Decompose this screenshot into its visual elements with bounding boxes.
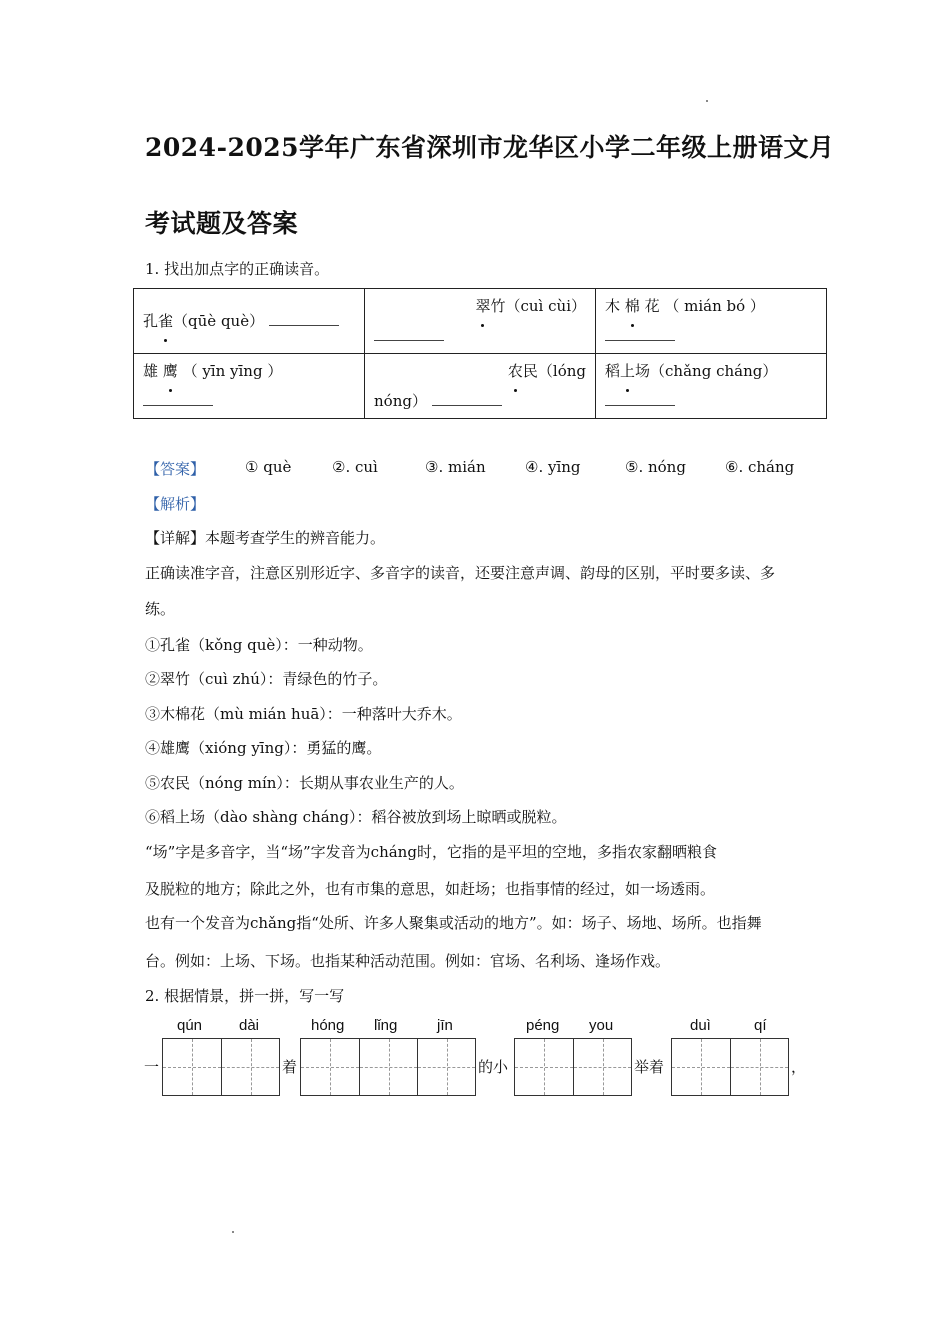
tianzige-grid-3[interactable] [514, 1038, 632, 1096]
writing-cell[interactable] [730, 1039, 788, 1095]
analysis-line: 练。 [145, 600, 176, 618]
pinyin-label: dài [239, 1017, 260, 1034]
sentence-connector: ， [791, 1058, 807, 1076]
dotted-char: 上 [620, 356, 635, 386]
q1-cell-4-line [143, 356, 355, 386]
answer-blank[interactable] [432, 391, 502, 406]
answer-item-1: ① què [245, 458, 292, 476]
analysis-line: 正确读准字音，注意区别形近字、多音字的读音，还要注意声调、韵母的区别，平时要多读、多 [145, 564, 776, 582]
analysis-line: 也有一个发音为chǎng指“处所、许多人聚集或活动的地方”。如：场子、场地、场所。也指舞 [145, 914, 762, 932]
q1-cell-2 [365, 289, 596, 354]
pinyin-label: lǐng [374, 1017, 398, 1034]
pinyin-label: péng [526, 1017, 560, 1034]
analysis-line: ②翠竹（cuì zhú）：青绿色的竹子。 [145, 670, 388, 688]
scan-speck [232, 1231, 234, 1233]
analysis-line: ⑥稻上场（dào shàng cháng）：稻谷被放到场上晾晒或脱粒。 [145, 808, 567, 826]
sentence-connector: 着 [282, 1058, 298, 1076]
sentence-connector: 举着 [634, 1058, 665, 1076]
answer-blank[interactable] [374, 326, 444, 341]
dotted-char: 农 [508, 356, 523, 386]
q1-cell-3-pinyin: 花 （ mián bó ） [639, 297, 765, 315]
question-1-table [133, 288, 827, 419]
pinyin-label: hóng [311, 1017, 345, 1034]
writing-cell[interactable] [515, 1039, 573, 1095]
answer-item-5: ⑤. nóng [625, 458, 686, 476]
sentence-connector: 一 [144, 1058, 160, 1076]
document-title-line-1: 2024-2025学年广东省深圳市龙华区小学二年级上册语文月 [145, 133, 835, 162]
dotted-char: 雀 [158, 306, 173, 336]
answer-blank[interactable] [143, 391, 213, 406]
answer-blank[interactable] [605, 326, 675, 341]
q1-cell-1-pinyin: （qūè què） [173, 312, 265, 330]
q1-cell-3 [596, 289, 827, 354]
q1-cell-5-pinyin: 民（lóng [522, 362, 586, 380]
dotted-char: 翠 [475, 291, 490, 321]
answer-item-2: ②. cuì [332, 458, 378, 476]
analysis-detail: 【详解】本题考查学生的辨音能力。 [145, 529, 386, 547]
dotted-char: 鹰 [163, 356, 178, 386]
q1-cell-4-pinyin: （ yīn yīng ） [177, 362, 283, 380]
tianzige-grid-4[interactable] [671, 1038, 789, 1096]
q1-cell-2-pinyin: 竹（cuì cùi） [490, 297, 586, 315]
pinyin-label: jīn [437, 1017, 453, 1034]
q1-cell-6-pinyin: 场（chǎng cháng） [635, 362, 778, 380]
pinyin-label: duì [690, 1017, 711, 1034]
q1-cell-4 [134, 354, 365, 419]
tianzige-grid-1[interactable] [162, 1038, 280, 1096]
sentence-connector: 的小 [478, 1058, 509, 1076]
answer-item-6: ⑥. cháng [725, 458, 795, 476]
answer-blank[interactable] [605, 391, 675, 406]
analysis-line: “场”字是多音字，当“场”字发音为cháng时，它指的是平坦的空地，多指农家翻晒粮食 [145, 843, 717, 861]
writing-cell[interactable] [672, 1039, 730, 1095]
q1-cell-5-tail: nóng） [374, 392, 427, 410]
q1-cell-5-line [374, 356, 586, 386]
q1-cell-3-line [605, 291, 817, 321]
writing-cell[interactable] [417, 1039, 475, 1095]
q1-cell-3-text: 木 [605, 297, 625, 315]
answer-item-4: ④. yīng [525, 458, 581, 476]
analysis-line: ③木棉花（mù mián huā）：一种落叶大乔木。 [145, 705, 462, 723]
analysis-line: ④雄鹰（xióng yīng）：勇猛的鹰。 [145, 739, 382, 757]
q1-cell-5 [365, 354, 596, 419]
analysis-line: 台。例如：上场、下场。也指某种活动范围。例如：官场、名利场、逢场作戏。 [145, 952, 671, 970]
pinyin-label: qí [754, 1017, 767, 1034]
writing-cell[interactable] [221, 1039, 279, 1095]
q1-cell-4-text: 雄 [143, 362, 163, 380]
answer-tag: 【答案】 [145, 460, 206, 478]
tianzige-grid-2[interactable] [300, 1038, 476, 1096]
writing-cell[interactable] [573, 1039, 631, 1095]
writing-cell[interactable] [163, 1039, 221, 1095]
q1-cell-6-line [605, 356, 817, 386]
question-2-prompt: 2. 根据情景，拼一拼，写一写 [145, 987, 345, 1005]
pinyin-label: qún [177, 1017, 203, 1034]
pinyin-label: you [589, 1017, 614, 1034]
answer-blank[interactable] [269, 311, 339, 326]
q1-cell-2-line [374, 291, 586, 321]
analysis-line: ①孔雀（kǒng què）：一种动物。 [145, 636, 373, 654]
analysis-line: 及脱粒的地方；除此之外，也有市集的意思，如赶场；也指事情的经过，如一场透雨。 [145, 880, 716, 898]
scan-speck [706, 100, 708, 102]
writing-cell[interactable] [359, 1039, 417, 1095]
answer-item-3: ③. mián [425, 458, 486, 476]
writing-cell[interactable] [301, 1039, 359, 1095]
q1-cell-6 [596, 354, 827, 419]
dotted-char: 棉 [625, 291, 640, 321]
q1-cell-1 [134, 289, 365, 354]
analysis-line: ⑤农民（nóng mín）：长期从事农业生产的人。 [145, 774, 464, 792]
analysis-tag: 【解析】 [145, 495, 206, 513]
q1-cell-6-text: 稻 [605, 362, 621, 380]
document-title-line-2: 考试题及答案 [145, 209, 299, 238]
q1-cell-1-text: 孔 [143, 312, 159, 330]
question-1-prompt: 1. 找出加点字的正确读音。 [145, 260, 330, 278]
